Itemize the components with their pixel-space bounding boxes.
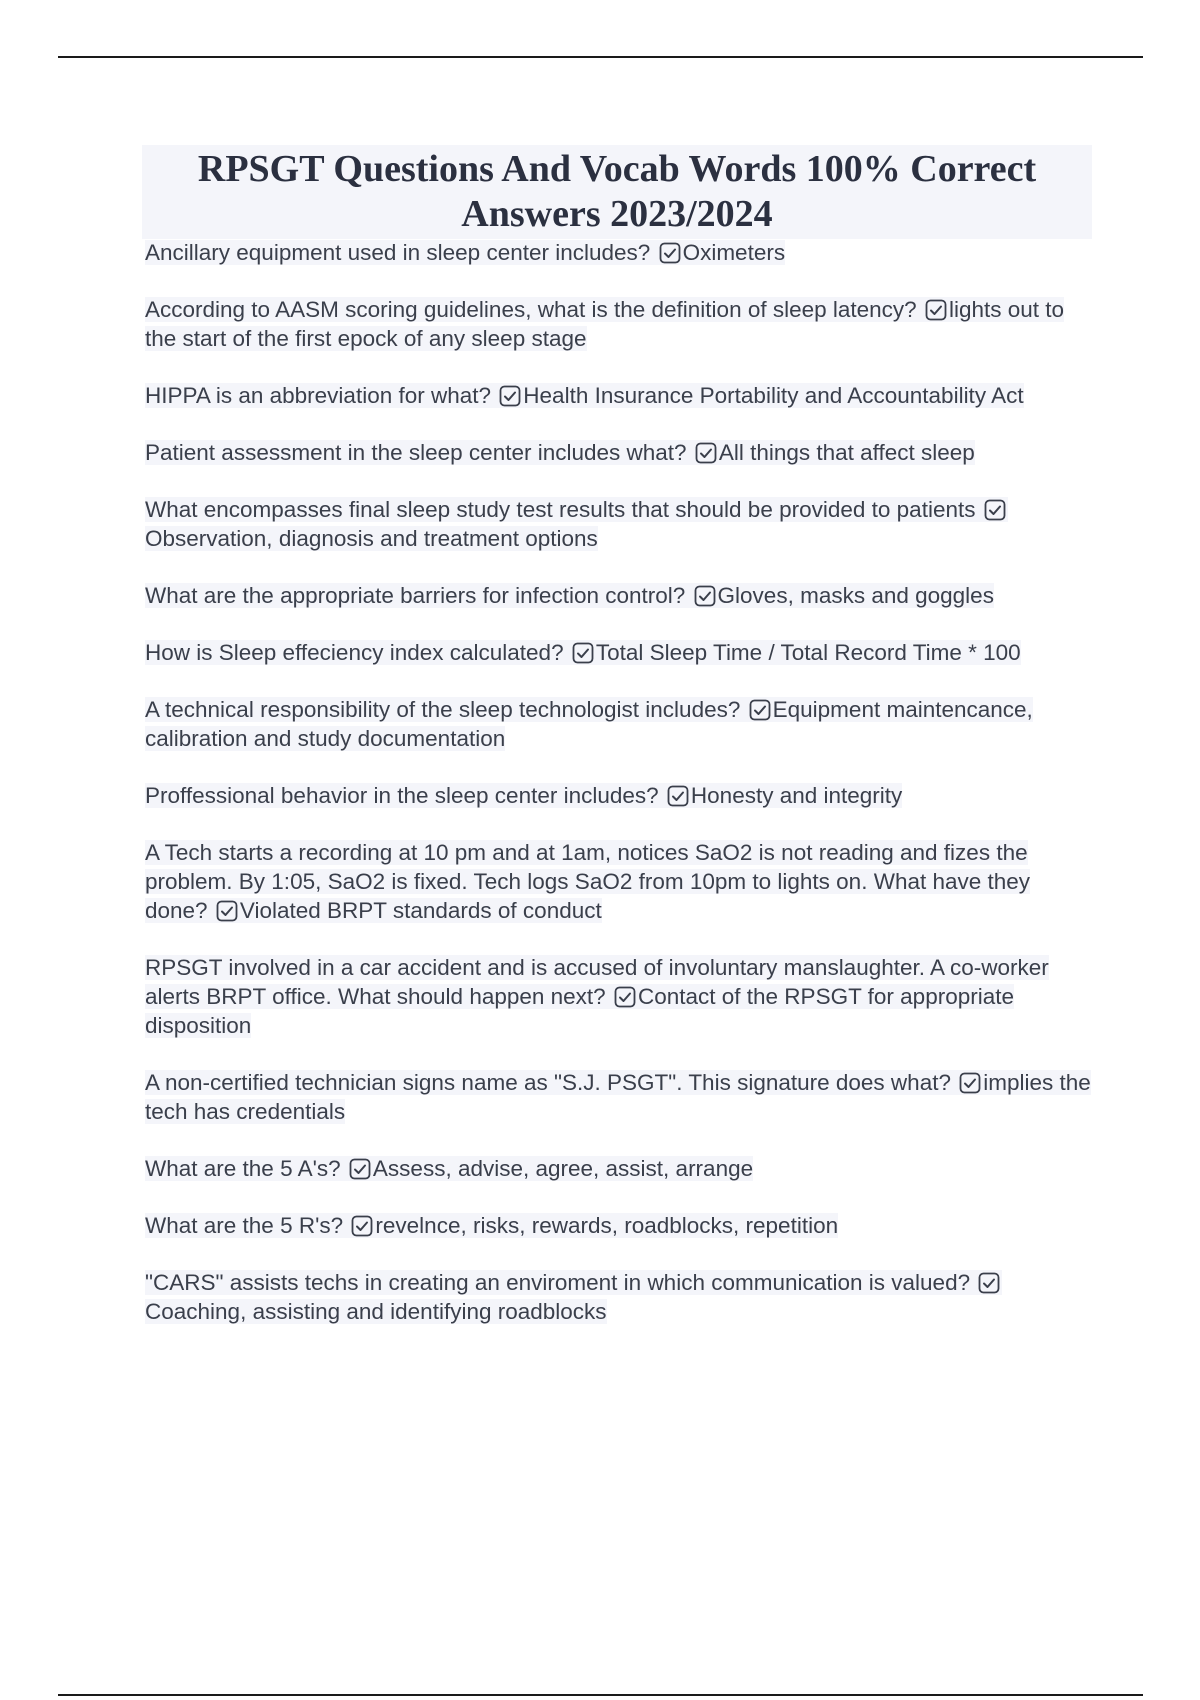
qa-item-text (145, 383, 1024, 408)
answer-text: Total Sleep Time / Total Record Time * 100 (595, 640, 1021, 665)
qa-item (145, 438, 1095, 467)
answer-text: Assess, advise, agree, assist, arrange (372, 1156, 754, 1181)
checkbox-checked-icon (659, 242, 681, 264)
question-text: What are the appropriate barriers for infection control? (145, 583, 686, 608)
qa-item (145, 1154, 1095, 1183)
qa-item-text (145, 1213, 838, 1238)
qa-item (145, 953, 1095, 1040)
question-text: Patient assessment in the sleep center includes what? (145, 440, 687, 465)
question-text: Proffessional behavior in the sleep center includes? (145, 783, 659, 808)
page-title: RPSGT Questions And Vocab Words 100% Correct Answers 2023/2024 (197, 148, 1037, 235)
qa-item (145, 1211, 1095, 1240)
checkbox-checked-icon (694, 585, 716, 607)
qa-item-text (145, 297, 1064, 351)
answer-text: Equipment maintencance, calibration and study documentation (145, 697, 1033, 751)
qa-item-text (145, 497, 1008, 551)
question-text: A non-certified technician signs name as "S.J. PSGT". This signature does what? (145, 1070, 951, 1095)
qa-item (145, 295, 1095, 353)
qa-item-text (145, 640, 1021, 665)
bottom-rule (58, 1694, 1143, 1696)
question-text: According to AASM scoring guidelines, what is the definition of sleep latency? (145, 297, 917, 322)
checkbox-checked-icon (695, 442, 717, 464)
question-text: RPSGT involved in a car accident and is accused of involuntary manslaughter. A co-worker alerts BRPT office. What should happen next? (145, 955, 1049, 1009)
question-text: What are the 5 R's? (145, 1213, 344, 1238)
answer-text: Health Insurance Portability and Accountability Act (523, 383, 1024, 408)
checkbox-checked-icon (614, 986, 636, 1008)
qa-item (145, 838, 1095, 925)
question-text: "CARS" assists techs in creating an enviroment in which communication is valued? (145, 1270, 971, 1295)
answer-text: implies the tech has credentials (145, 1070, 1091, 1124)
answer-text: Oximeters (682, 240, 786, 265)
qa-item (145, 238, 1095, 267)
qa-item-text (145, 1070, 1091, 1124)
qa-item (145, 381, 1095, 410)
checkbox-checked-icon (499, 385, 521, 407)
question-text: What are the 5 A's? (145, 1156, 341, 1181)
qa-item (145, 581, 1095, 610)
qa-item-text (145, 1156, 753, 1181)
answer-text: Violated BRPT standards of conduct (239, 898, 602, 923)
top-rule (58, 56, 1143, 58)
qa-item (145, 638, 1095, 667)
checkbox-checked-icon (572, 642, 594, 664)
answer-text: Coaching, assisting and identifying roadblocks (145, 1299, 607, 1324)
qa-list (145, 238, 1095, 1354)
answer-text: All things that affect sleep (718, 440, 975, 465)
qa-item-text (145, 583, 994, 608)
checkbox-checked-icon (978, 1272, 1000, 1294)
checkbox-checked-icon (959, 1072, 981, 1094)
qa-item (145, 695, 1095, 753)
qa-item-text (145, 240, 785, 265)
checkbox-checked-icon (749, 699, 771, 721)
qa-item (145, 781, 1095, 810)
question-text: A technical responsibility of the sleep technologist includes? (145, 697, 741, 722)
checkbox-checked-icon (667, 785, 689, 807)
qa-item-text (145, 783, 902, 808)
qa-item-text (145, 1270, 1002, 1324)
qa-item (145, 495, 1095, 553)
answer-text: Gloves, masks and goggles (717, 583, 994, 608)
question-text: How is Sleep effeciency index calculated? (145, 640, 564, 665)
qa-item (145, 1268, 1095, 1326)
qa-item-text (145, 840, 1030, 923)
checkbox-checked-icon (216, 900, 238, 922)
checkbox-checked-icon (925, 299, 947, 321)
question-text: A Tech starts a recording at 10 pm and at 1am, notices SaO2 is not reading and fizes the problem. By 1:05, SaO2 is fixed. Tech logs SaO2 from 10pm to lights on. What have they done? (145, 840, 1031, 923)
qa-item-text (145, 697, 1033, 751)
qa-item (145, 1068, 1095, 1126)
answer-text: Observation, diagnosis and treatment options (145, 526, 598, 551)
checkbox-checked-icon (984, 499, 1006, 521)
qa-item-text (145, 440, 975, 465)
qa-item-text (145, 955, 1049, 1038)
answer-text: Honesty and integrity (690, 783, 903, 808)
answer-text: lights out to the start of the first epock of any sleep stage (145, 297, 1065, 351)
answer-text: Contact of the RPSGT for appropriate disposition (145, 984, 1014, 1038)
question-text: Ancillary equipment used in sleep center includes? (145, 240, 651, 265)
checkbox-checked-icon (349, 1158, 371, 1180)
title-block (142, 145, 1092, 239)
question-text: What encompasses final sleep study test results that should be provided to patients (145, 497, 976, 522)
question-text: HIPPA is an abbreviation for what? (145, 383, 492, 408)
checkbox-checked-icon (351, 1215, 373, 1237)
answer-text: revelnce, risks, rewards, roadblocks, repetition (375, 1213, 839, 1238)
